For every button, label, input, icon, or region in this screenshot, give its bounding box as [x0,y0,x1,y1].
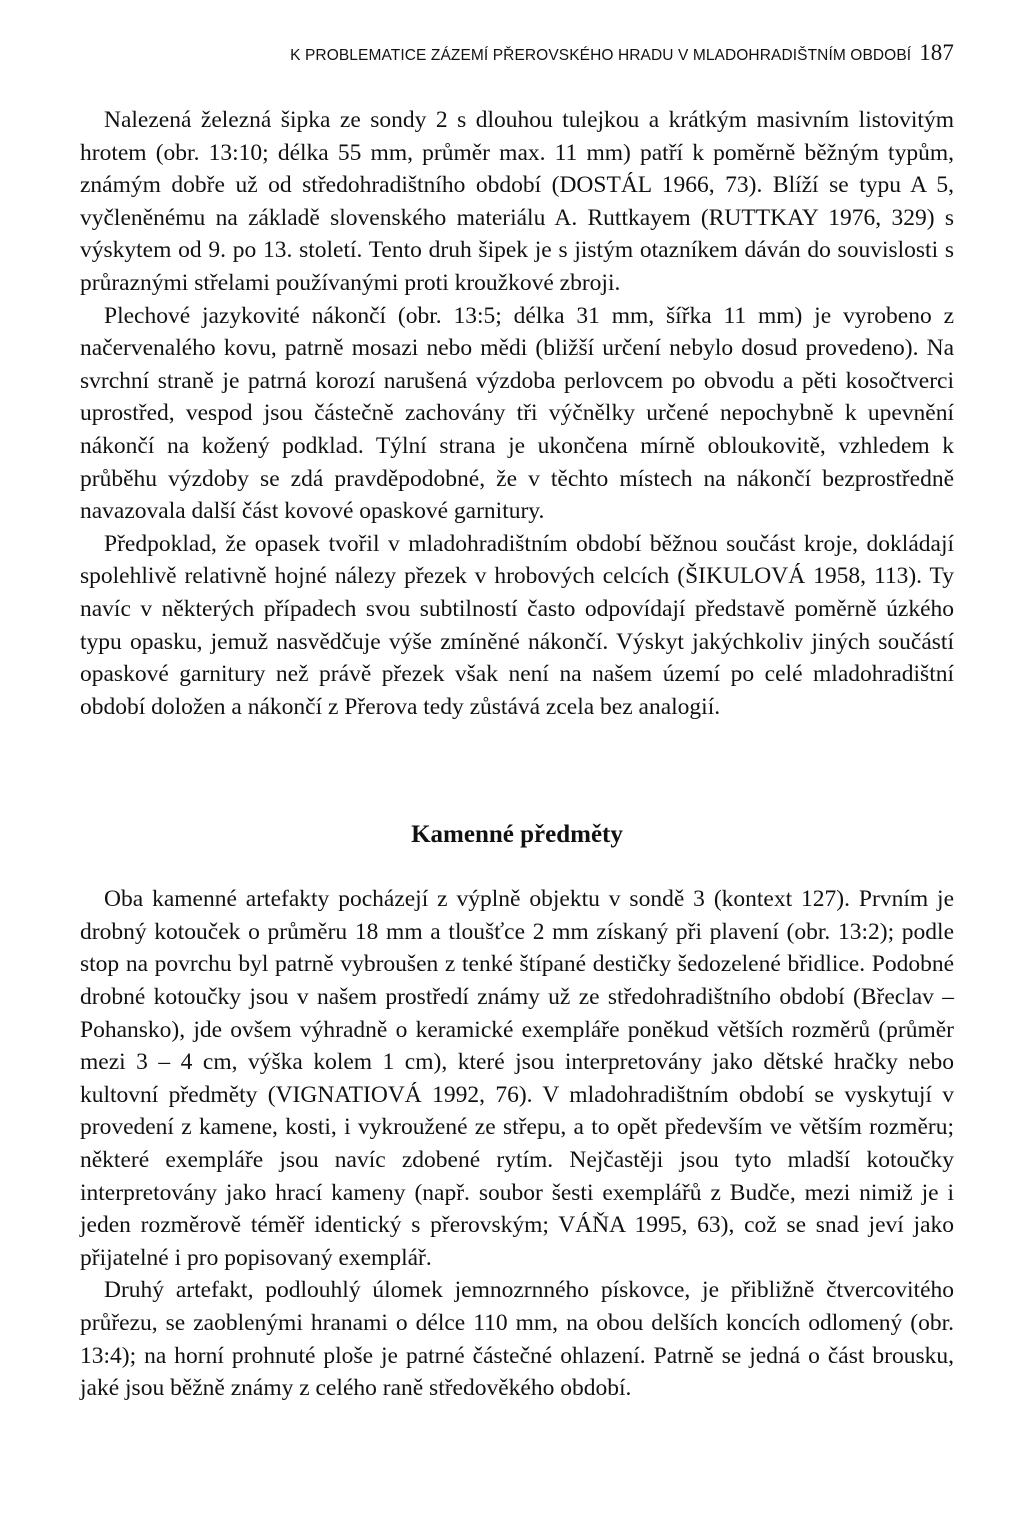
paragraph-arrowhead: Nalezená železná šipka ze sondy 2 s dlouhou tulejkou a krátkým masivním listovitým hrotem (obr. 13:10; délka 55 mm, průměr max. 11 mm) patří k poměrně běžným typům, známým dobře už od středohradištního období (DOSTÁL 1966, 73). Blíží se typu A 5, vyčleněnému na základě slovenského materiálu A. Ruttkayem (RUTTKAY 1976, 329) s výskytem od 9. po 13. století. Tento druh šipek je s jistým otazníkem dáván do souvislosti s průraznými střelami používanými proti kroužkové zbroji. [80,107,954,296]
running-header [80,40,954,66]
paragraph-whetstone: Druhý artefakt, podlouhlý úlomek jemnozrnného pískovce, je přibližně čtvercovitého průřezu, se zaoblenými hranami o délce 110 mm, na obou delších koncích odlomený (obr. 13:4); na horní prohnuté ploše je patrné částečné ohlazení. Patrně se jedná o část brousku, jaké jsou běžně známy z celého raně středověkého období. [80,1277,954,1402]
section-metal-finds [80,104,954,723]
section-stone-objects [80,883,954,1405]
document-page [80,40,954,1405]
paragraph-strap-end: Plechové jazykovité nákončí (obr. 13:5; délka 31 mm, šířka 11 mm) je vyrobeno z načervenalého kovu, patrně mosazi nebo mědi (bližší určení nebylo dosud provedeno). Na svrchní straně je patrná korozí narušená výzdoba perlovcem po obvodu a pěti kosočtverci uprostřed, vespod jsou částečně zachovány tři výčnělky určené nepochybně k upevnění nákončí na kožený podklad. Týlní strana je ukončena mírně obloukovitě, vzhledem k průběhu výzdoby se zdá pravděpodobné, že v těchto místech na nákončí bezprostředně navazovala další část kovové opaskové garnitury. [80,302,954,525]
paragraph-disc: Oba kamenné artefakty pocházejí z výplně objektu v sondě 3 (kontext 127). Prvním je drobný kotouček o průměru 18 mm a tloušťce 2 mm získaný při plavení (obr. 13:2); podle stop na povrchu byl patrně vybroušen z tenké štípané destičky šedozelené břidlice. Podobné drobné kotoučky jsou v našem prostředí známy už ze středohradištního období (Břeclav – Pohansko), jde ovšem výhradně o keramické exempláře poněkud větších rozměrů (průměr mezi 3 – 4 cm, výška kolem 1 cm), které jsou interpretovány jako dětské hračky nebo kultovní předměty (VIGNATIOVÁ 1992, 76). V mladohradištním období se vyskytují v provedení z kamene, kosti, i vykroužené ze střepu, a to opět především ve větším rozměru; některé exempláře jsou navíc zdobené rytím. Nejčastěji jsou tyto mladší kotoučky interpretovány jako hrací kameny (např. soubor šesti exemplářů z Budče, mezi nimiž je i jeden rozměrově téměř identický s přerovským; VÁŇA 1995, 63), což se snad jeví jako přijatelné i pro popisovaný exemplář. [80,886,954,1271]
paragraph-belt: Předpoklad, že opasek tvořil v mladohradištním období běžnou součást kroje, dokládají spolehlivě relativně hojné nálezy přezek v hrobových celcích (ŠIKULOVÁ 1958, 113). Ty navíc v některých případech svou subtilností často odpovídají představě poměrně úzkého typu opasku, jemuž nasvědčuje výše zmíněné nákončí. Výskyt jakýchkoliv jiných součástí opaskové garnitury než právě přezek však není na našem území po celé mladohradištní období doložen a nákončí z Přerova tedy zůstává zcela bez analogií. [80,530,954,720]
page-number: 187 [919,40,954,65]
running-title: K PROBLEMATICE ZÁZEMÍ PŘEROVSKÉHO HRADU V MLADOHRADIŠTNÍM OBDOBÍ [290,47,912,64]
section-heading: Kamenné předměty [411,821,623,849]
